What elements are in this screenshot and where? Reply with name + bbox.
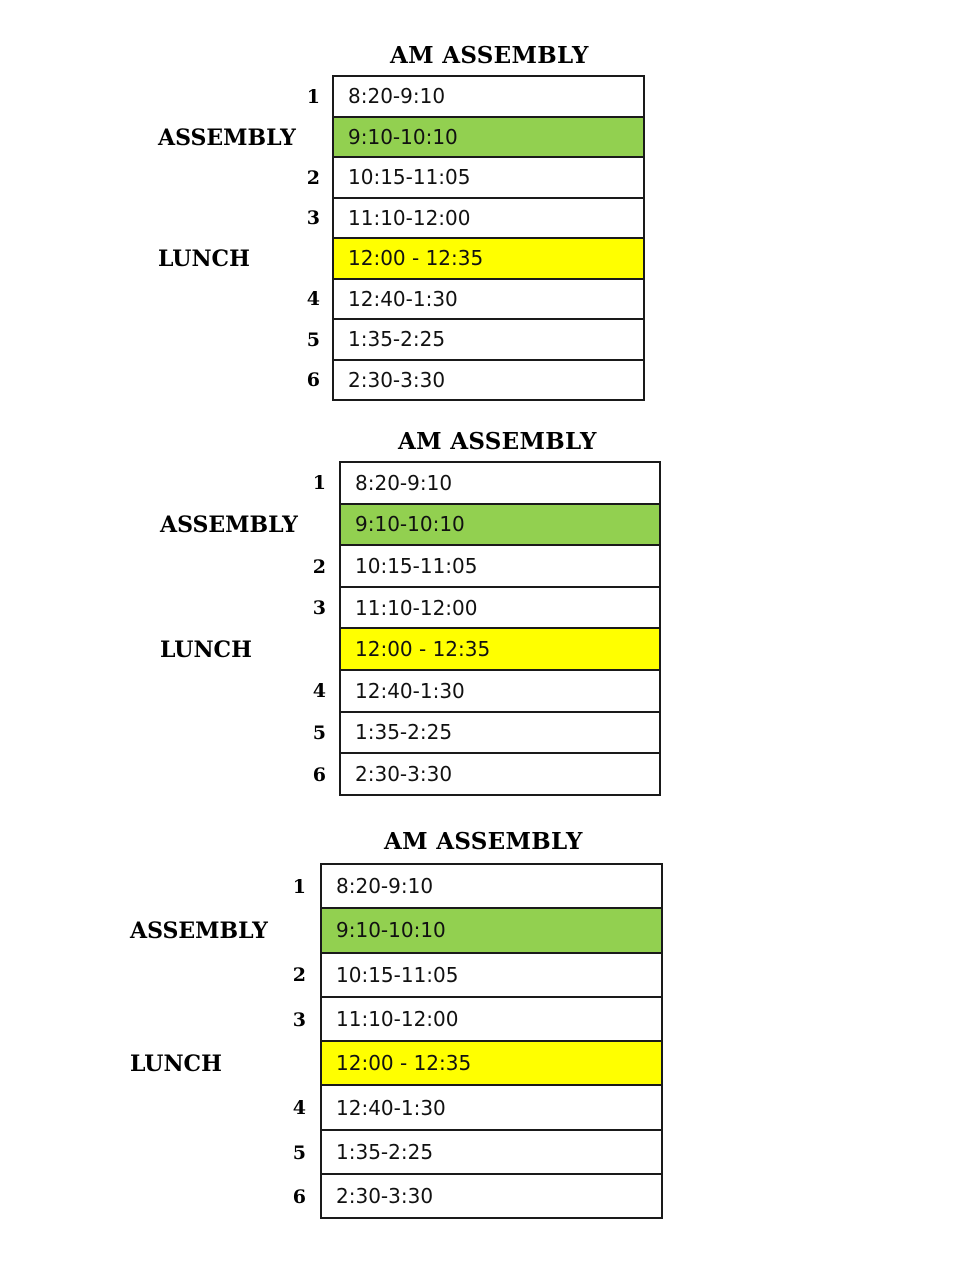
period-number: 4 xyxy=(312,680,326,703)
period-row xyxy=(320,998,663,1042)
period-row xyxy=(339,671,661,713)
lunch-row xyxy=(320,1042,663,1086)
period-number: 3 xyxy=(292,1008,306,1031)
period-number: 2 xyxy=(312,555,326,578)
assembly-label: ASSEMBLY xyxy=(130,918,268,945)
period-number: 5 xyxy=(292,1141,306,1164)
period-number: 4 xyxy=(292,1097,306,1120)
time-range: 1:35-2:25 xyxy=(355,720,453,745)
time-range: 8:20-9:10 xyxy=(336,874,434,899)
period-number: 1 xyxy=(312,472,326,495)
time-range: 10:15-11:05 xyxy=(348,165,471,190)
period-number: 1 xyxy=(306,85,320,108)
time-range: 12:40-1:30 xyxy=(336,1095,446,1120)
period-row xyxy=(339,713,661,755)
schedule-title: AM ASSEMBLY xyxy=(390,42,589,69)
lunch-row xyxy=(332,239,645,280)
time-grid xyxy=(320,863,663,1219)
period-row xyxy=(320,865,663,909)
period-number: 3 xyxy=(312,597,326,620)
time-range: 12:00 - 12:35 xyxy=(336,1051,472,1076)
time-grid xyxy=(339,461,661,796)
period-number: 5 xyxy=(312,722,326,744)
time-range: 2:30-3:30 xyxy=(336,1184,434,1209)
lunch-row xyxy=(339,629,661,671)
period-row xyxy=(320,1175,663,1219)
period-number: 1 xyxy=(292,875,306,898)
time-range: 11:10-12:00 xyxy=(348,205,471,230)
period-row xyxy=(339,463,661,505)
time-range: 12:40-1:30 xyxy=(348,286,458,311)
period-number: 6 xyxy=(306,369,320,392)
time-range: 2:30-3:30 xyxy=(348,367,446,392)
period-number: 2 xyxy=(306,166,320,189)
assembly-label: ASSEMBLY xyxy=(160,512,298,539)
time-range: 8:20-9:10 xyxy=(348,84,446,109)
time-range: 10:15-11:05 xyxy=(355,553,478,578)
time-range: 11:10-12:00 xyxy=(336,1007,459,1032)
assembly-row xyxy=(339,505,661,547)
period-row xyxy=(332,77,645,118)
time-range: 1:35-2:25 xyxy=(336,1139,434,1164)
period-number: 5 xyxy=(306,328,320,351)
time-range: 12:40-1:30 xyxy=(355,678,465,703)
period-number: 2 xyxy=(292,964,306,987)
period-number: 6 xyxy=(312,763,326,786)
lunch-label: LUNCH xyxy=(130,1051,222,1078)
assembly-row xyxy=(320,909,663,953)
period-row xyxy=(332,320,645,361)
period-number: 6 xyxy=(292,1185,306,1208)
period-row xyxy=(332,280,645,321)
time-range: 12:00 - 12:35 xyxy=(348,246,484,271)
period-number: 3 xyxy=(306,207,320,230)
lunch-label: LUNCH xyxy=(158,246,250,273)
time-range: 9:10-10:10 xyxy=(355,512,465,537)
time-grid xyxy=(332,75,645,401)
period-row xyxy=(332,361,645,402)
time-range: 2:30-3:30 xyxy=(355,761,453,786)
time-range: 9:10-10:10 xyxy=(336,918,446,943)
period-row xyxy=(339,546,661,588)
time-range: 9:10-10:10 xyxy=(348,124,458,149)
period-row xyxy=(339,754,661,796)
assembly-row xyxy=(332,118,645,159)
period-number: 4 xyxy=(306,288,320,311)
period-row xyxy=(332,158,645,199)
period-row xyxy=(320,1086,663,1130)
schedule-title: AM ASSEMBLY xyxy=(398,428,597,455)
period-row xyxy=(320,954,663,998)
schedule-title: AM ASSEMBLY xyxy=(384,828,583,855)
time-range: 8:20-9:10 xyxy=(355,470,453,495)
period-row xyxy=(332,199,645,240)
time-range: 11:10-12:00 xyxy=(355,595,478,620)
time-range: 10:15-11:05 xyxy=(336,962,459,987)
lunch-label: LUNCH xyxy=(160,637,252,663)
period-row xyxy=(339,588,661,630)
time-range: 12:00 - 12:35 xyxy=(355,637,491,662)
period-row xyxy=(320,1131,663,1175)
assembly-label: ASSEMBLY xyxy=(158,124,296,151)
time-range: 1:35-2:25 xyxy=(348,327,446,352)
